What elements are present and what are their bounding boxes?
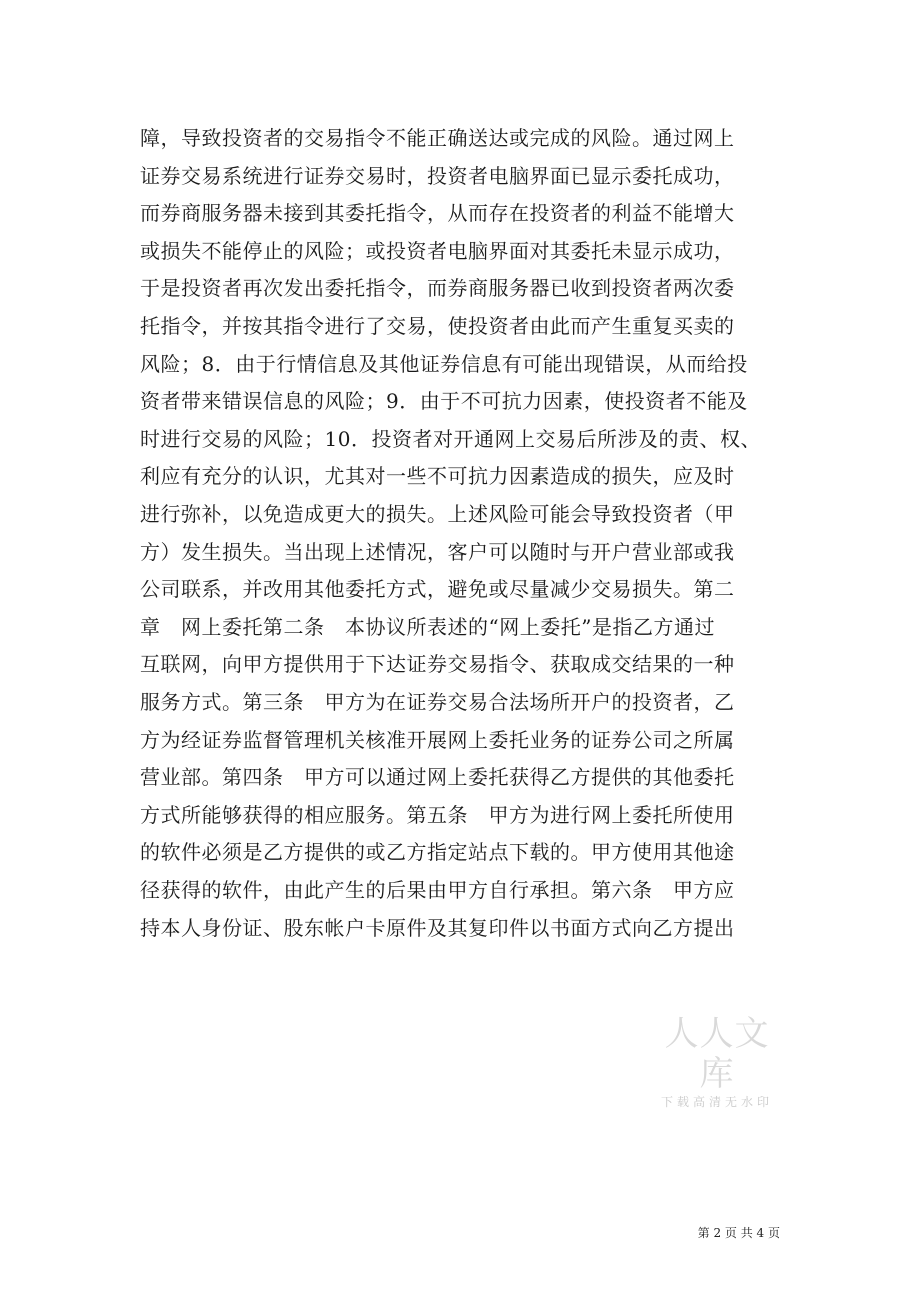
page-number: 第 2 页 共 4 页 (697, 1226, 780, 1240)
text-line: 互联网，向甲方提供用于下达证券交易指令、获取成交结果的一种 (140, 652, 735, 677)
text-line: 证券交易系统进行证券交易时，投资者电脑界面已显示委托成功， (140, 163, 735, 188)
text-line: 托指令，并按其指令进行了交易，使投资者由此而产生重复买卖的 (140, 314, 735, 338)
text-line: 章 网上委托第二条 本协议所表述的“网上委托”是指乙方通过 (140, 614, 715, 639)
watermark (652, 1014, 782, 1110)
text-line: 公司联系，并改用其他委托方式，避免或尽量减少交易损失。第二 (140, 577, 735, 602)
text-line: 于是投资者再次发出委托指令，而券商服务器已收到投资者两次委 (140, 276, 735, 301)
text-line: 径获得的软件，由此产生的后果由甲方自行承担。第六条 甲方应 (140, 878, 735, 902)
text-line: 或损失不能停止的风险；或投资者电脑界面对其委托未显示成功， (140, 238, 735, 263)
text-line: 方）发生损失。当出现上述情况，客户可以随时与开户营业部或我 (140, 539, 735, 564)
watermark-title: 人人文库 (664, 1014, 770, 1094)
text-line: 风险；8．由于行情信息及其他证券信息有可能出现错误，从而给投 (140, 351, 748, 376)
text-line: 而券商服务器未接到其委托指令，从而存在投资者的利益不能增大 (140, 201, 735, 226)
text-line: 方为经证券监督管理机关核准开展网上委托业务的证券公司之所属 (140, 727, 735, 752)
text-line: 营业部。第四条 甲方可以通过网上委托获得乙方提供的其他委托 (140, 765, 735, 790)
text-line: 障，导致投资者的交易指令不能正确送达或完成的风险。通过网上 (140, 126, 735, 150)
text-line: 资者带来错误信息的风险；9．由于不可抗力因素，使投资者不能及 (140, 389, 748, 414)
text-line: 持本人身份证、股东帐户卡原件及其复印件以书面方式向乙方提出 (140, 915, 735, 940)
text-line: 利应有充分的认识，尤其对一些不可抗力因素造成的损失，应及时 (140, 464, 735, 489)
text-line: 服务方式。第三条 甲方为在证券交易合法场所开户的投资者，乙 (140, 690, 735, 714)
text-line: 进行弥补，以免造成更大的损失。上述风险可能会导致投资者（甲 (140, 502, 735, 526)
watermark-subtitle: 下载高清无水印 (660, 1095, 773, 1109)
text-line: 时进行交易的风险；10．投资者对开通网上交易后所涉及的责、权、 (140, 426, 761, 451)
text-line: 的软件必须是乙方提供的或乙方指定站点下载的。甲方使用其他途 (140, 840, 735, 865)
text-line: 方式所能够获得的相应服务。第五条 甲方为进行网上委托所使用 (140, 802, 735, 827)
